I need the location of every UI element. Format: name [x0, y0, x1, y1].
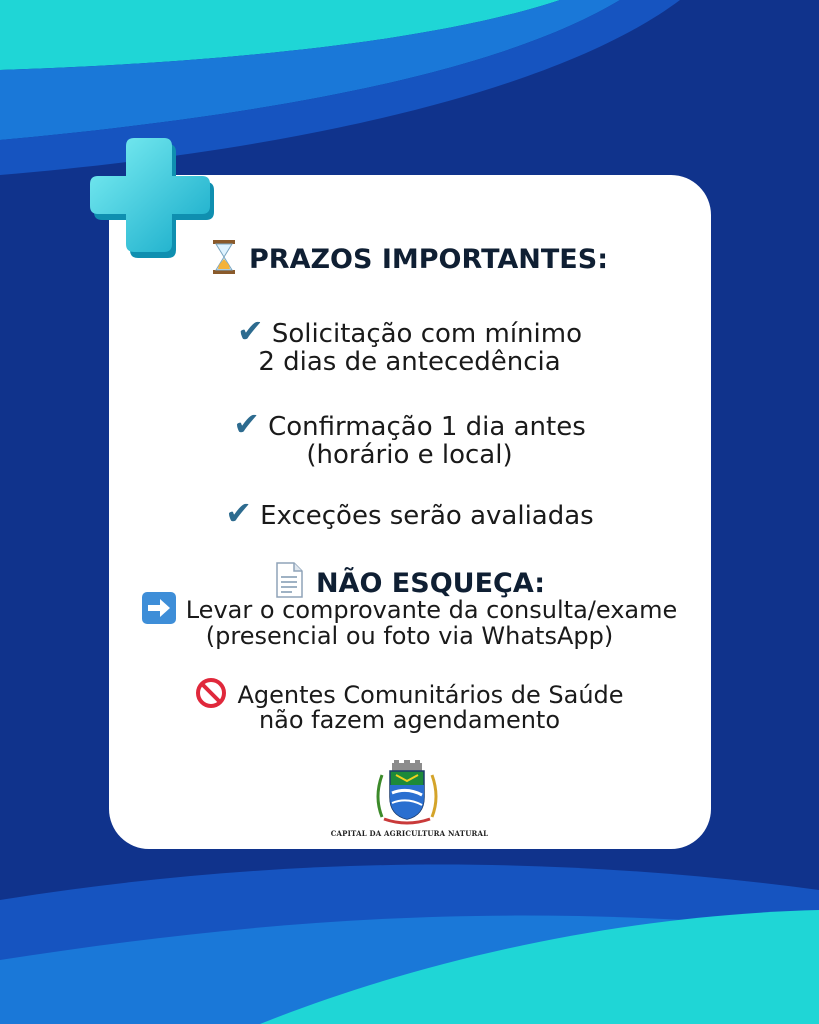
hourglass-icon: [211, 240, 237, 274]
prohibited-icon: [195, 677, 227, 709]
reminder-heading: NÃO ESQUEÇA:: [0, 562, 819, 599]
logo-caption: CAPITAL DA AGRICULTURA NATURAL: [330, 829, 489, 838]
notice-agents-line2: não fazem agendamento: [258, 706, 561, 734]
item-exceptions: ✔ Exceções serão avaliadas: [225, 494, 594, 532]
right-arrow-icon: [142, 592, 176, 624]
check-icon: ✔: [233, 405, 261, 443]
item-confirmation-line2: (horário e local): [306, 440, 513, 470]
item-request: ✔ Solicitação com mínimo: [237, 312, 582, 350]
municipal-crest-logo: [372, 757, 442, 827]
reminder-proof-line2: (presencial ou foto via WhatsApp): [205, 622, 614, 650]
notice-agents: Agentes Comunitários de Saúde: [0, 677, 819, 709]
deadlines-heading: PRAZOS IMPORTANTES:: [0, 240, 819, 275]
check-icon: ✔: [237, 312, 264, 350]
item-request-line2: 2 dias de antecedência: [258, 347, 561, 377]
item-confirmation: ✔ Confirmação 1 dia antes: [233, 405, 586, 443]
reminder-proof: Levar o comprovante da consulta/exame: [0, 592, 819, 624]
check-icon: ✔: [225, 494, 253, 532]
